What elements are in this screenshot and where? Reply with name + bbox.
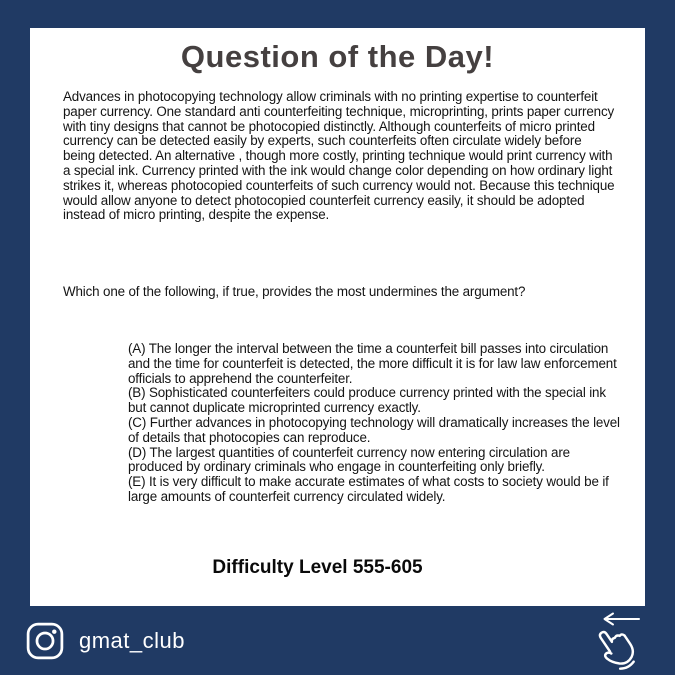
pointing-hand-icon: [593, 620, 649, 674]
page-title: Question of the Day!: [180, 39, 495, 74]
answer-option-d: (D) The largest quantities of counterfeit currency now entering circulation are produced by ordinary criminals who engage in counterfeiting only briefly.: [128, 444, 570, 475]
question-passage: Advances in photocopying technology allow criminals with no printing expertise to counterfeit paper currency. One standard anti counterfeiting technique, microprinting, prints paper currency with tiny designs that cannot be photocopied distinctly. Although counterfeits of micro printed currency can be detected easily by experts, such counterfeits often circulate widely before being detected. An alternative , though more costly, printing technique would print currency with a special ink. Currency printed with the ink would change color depending on how ordinary light strikes it, whereas photocopied counterfeits of such currency would not. Because this technique would allow anyone to detect photocopied counterfeit currency easily, it should be adopted instead of micro printing, despite the expense.: [63, 89, 615, 223]
question-card: [30, 28, 645, 606]
difficulty-label: Difficulty Level 555-605: [212, 557, 423, 578]
instagram-handle: gmat_club: [79, 627, 186, 653]
answer-option-e: (E) It is very difficult to make accurate estimates of what costs to society would be if large amounts of counterfeit currency circulated widely.: [128, 474, 609, 504]
instagram-icon: [26, 622, 64, 660]
answer-option-b: (B) Sophisticated counterfeiters could produce currency printed with the special ink but cannot duplicate microprinted currency exactly.: [128, 385, 606, 416]
footer-bar: [0, 606, 675, 675]
answer-option-c: (C) Further advances in photocopying technology will dramatically increases the level of details that photocopies can reproduce.: [128, 414, 620, 445]
answer-options-list: [128, 342, 626, 505]
question-stem: Which one of the following, if true, provides the most undermines the argument?: [63, 284, 526, 299]
answer-option-a: (A) The longer the interval between the time a counterfeit bill passes into circulation and the time for counterfeit is detected, the more difficult it is for law law enforcement officials to apprehend the counterfeiter.: [128, 341, 617, 386]
